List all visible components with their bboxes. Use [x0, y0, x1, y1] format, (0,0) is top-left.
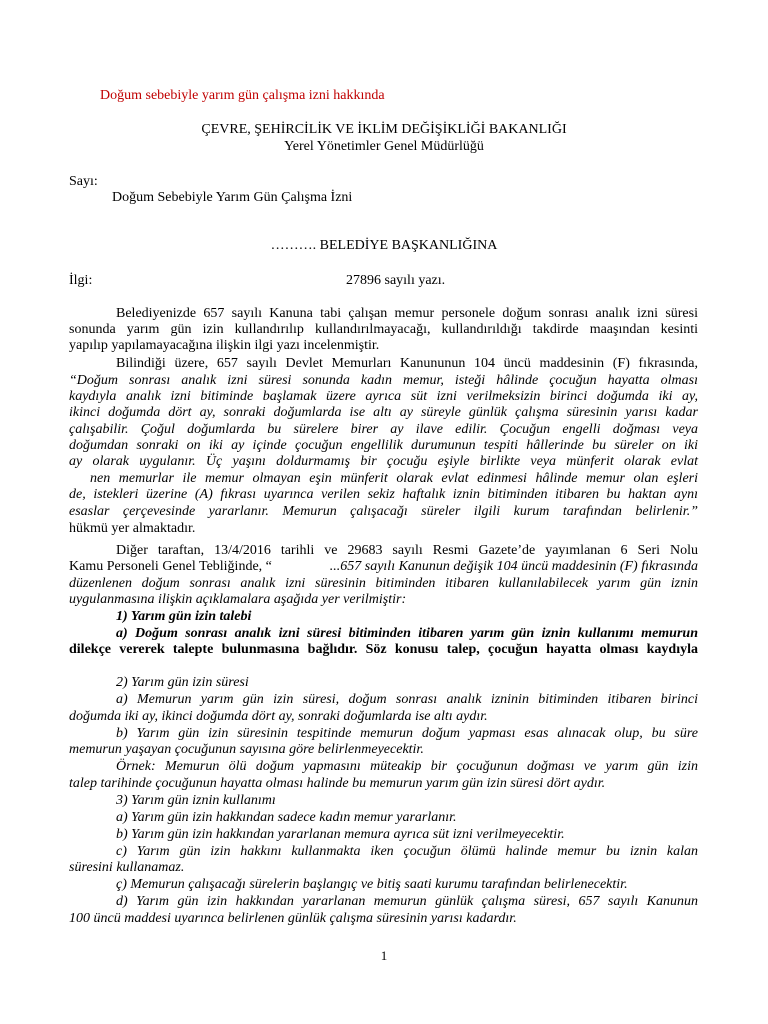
- page-number: 1: [380, 948, 388, 963]
- subject-line: Doğum Sebebiyle Yarım Gün Çalışma İzni: [112, 190, 353, 205]
- section-2-heading: 2) Yarım gün izin süresi: [116, 675, 249, 690]
- ilgi-value: 27896 sayılı yazı.: [346, 273, 446, 288]
- section-3a: a) Yarım gün izin hakkından sadece kadın memur yararlanır.: [116, 810, 457, 825]
- quote-line-5: doğumdan sonraki on iki ay içinde çocuğun engellilik durumunun tespiti hâllerinde bu süreler on iki: [69, 438, 698, 453]
- paragraph-1-line-2: sonunda yarım gün izin kullandırılıp kullandırılmayacağı, kullandırıldığı takdirde maaşından kesinti: [69, 322, 698, 337]
- paragraph-2-line-1: Bilindiği üzere, 657 sayılı Devlet Memurları Kanununun 104 üncü maddesinin (F) fıkrasında,: [116, 356, 698, 371]
- paragraph-3-line-1: Diğer taraftan, 13/4/2016 tarihli ve 29683 sayılı Resmi Gazete’de yayımlanan 6 Seri Nolu: [116, 543, 698, 558]
- sayi-label: Sayı:: [69, 174, 98, 189]
- quote-line-2: kaydıyla analık izni bitiminde başlamak üzere ayrıca süt izni verilmeksizin birinci doğumda iki ay,: [69, 389, 698, 404]
- paragraph-3-line-2-quote: ...657 sayılı Kanunun değişik 104 üncü maddesinin (F) fıkrasında: [329, 559, 698, 574]
- section-3cc: ç) Memurun çalışacağı sürelerin başlangıç ve bitiş saati kurumu tarafından belirlenecektir.: [116, 877, 628, 892]
- quote-line-4: çalışabilir. Çoğul doğumlarda bu sürelere birer ay ilave edilir. Çocuğun engelli doğması veya: [69, 422, 698, 437]
- section-3c-line-1: c) Yarım gün izin hakkını kullanmakta iken çocuğun ölümü halinde memur bu iznin kalan: [116, 844, 698, 859]
- section-1-heading: 1) Yarım gün izin talebi: [116, 609, 252, 624]
- paragraph-3-line-4: uygulanmasına ilişkin açıklamalara aşağıda yer verilmiştir:: [69, 592, 407, 607]
- quote-line-7: nen memurlar ile memur olmayan eşin münferit olarak evlat edinmesi hâlinde memur olan eşleri: [90, 471, 698, 486]
- section-2b-line-1: b) Yarım gün izin süresinin tespitinde memurun doğum yapması esas alınacak olup, bu süre: [116, 726, 698, 741]
- ministry-heading: ÇEVRE, ŞEHİRCİLİK VE İKLİM DEĞİŞİKLİĞİ BAKANLIĞI: [201, 122, 567, 137]
- section-3c-line-2: süresini kullanamaz.: [69, 860, 185, 875]
- section-1a-line-2: dilekçe vererek talepte bulunmasına bağlıdır. Söz konusu talep, çocuğun hayatta olması kaydıyla: [69, 642, 698, 657]
- paragraph-1-line-3: yapılıp yapılamayacağına ilişkin ilgi yazı incelenmiştir.: [69, 338, 380, 353]
- quote-line-6: ay olarak uygulanır. Üç yaşını doldurmamış bir çocuğu eşiyle birlikte veya münferit olarak evlat: [69, 454, 698, 469]
- document-title: Doğum sebebiyle yarım gün çalışma izni hakkında: [100, 88, 385, 103]
- section-2a-line-1: a) Memurun yarım gün izin süresi, doğum sonrası analık izninin bitiminden itibaren birinci: [116, 692, 698, 707]
- paragraph-2-end: hükmü yer almaktadır.: [69, 521, 196, 536]
- section-3-heading: 3) Yarım gün iznin kullanımı: [116, 793, 276, 808]
- directorate-heading: Yerel Yönetimler Genel Müdürlüğü: [284, 139, 484, 154]
- quote-line-9: esaslar çerçevesinde yararlanır. Memurun çalışacağı süreler ilgili kurum tarafından belirlenir.”: [69, 504, 698, 519]
- quote-line-8: de, istekleri üzerine (A) fıkrası uyarınca verilen sekiz haftalık iznin bitiminden itibaren bu haktan aynı: [69, 487, 698, 502]
- quote-line-1: “Doğum sonrası analık izni süresi sonunda kadın memur, isteği hâlinde çocuğun hayatta olması: [69, 373, 698, 388]
- addressee: ………. BELEDİYE BAŞKANLIĞINA: [270, 238, 498, 253]
- section-2b-line-2: memurun yaşayan çocuğunun sayısına göre belirlenmeyecektir.: [69, 742, 424, 757]
- example-line-1: Örnek: Memurun ölü doğum yapmasını müteakip bir çocuğunun doğması ve yarım gün izin: [116, 759, 698, 774]
- example-line-2: talep tarihinde çocuğunun hayatta olması halinde bu memurun yarım gün izin süresi dört aydır.: [69, 776, 606, 791]
- paragraph-3-line-3: düzenlenen doğum sonrası analık izni süresinin bitiminden itibaren kullanılabilecek yarım gün iznin: [69, 576, 698, 591]
- section-3b: b) Yarım gün izin hakkından yararlanan memura ayrıca süt izni verilmeyecektir.: [116, 827, 565, 842]
- paragraph-3-line-2-start: Kamu Personeli Genel Tebliğinde, “: [69, 559, 272, 574]
- section-2a-line-2: doğumda iki ay, ikinci doğumda dört ay, sonraki doğumlarda ise altı aydır.: [69, 709, 488, 724]
- paragraph-1-line-1: Belediyenizde 657 sayılı Kanuna tabi çalışan memur personele doğum sonrası analık izni süresi: [116, 306, 698, 321]
- section-3d-line-2: 100 üncü maddesi uyarınca belirlenen günlük çalışma süresinin yarısı kadardır.: [69, 911, 517, 926]
- section-3d-line-1: d) Yarım gün izin hakkından yararlanan memurun günlük çalışma süresi, 657 sayılı Kanunun: [116, 894, 698, 909]
- ilgi-label: İlgi:: [69, 273, 93, 288]
- paragraph-3-line-2: [69, 559, 698, 575]
- section-1a-line-1: a) Doğum sonrası analık izni süresi bitiminden itibaren yarım gün iznin kullanımı memurun: [116, 626, 698, 641]
- quote-line-3: ikinci doğumda dört ay, sonraki doğumlarda ise altı ay süreyle günlük çalışma süresinin yarısı kadar: [69, 405, 698, 420]
